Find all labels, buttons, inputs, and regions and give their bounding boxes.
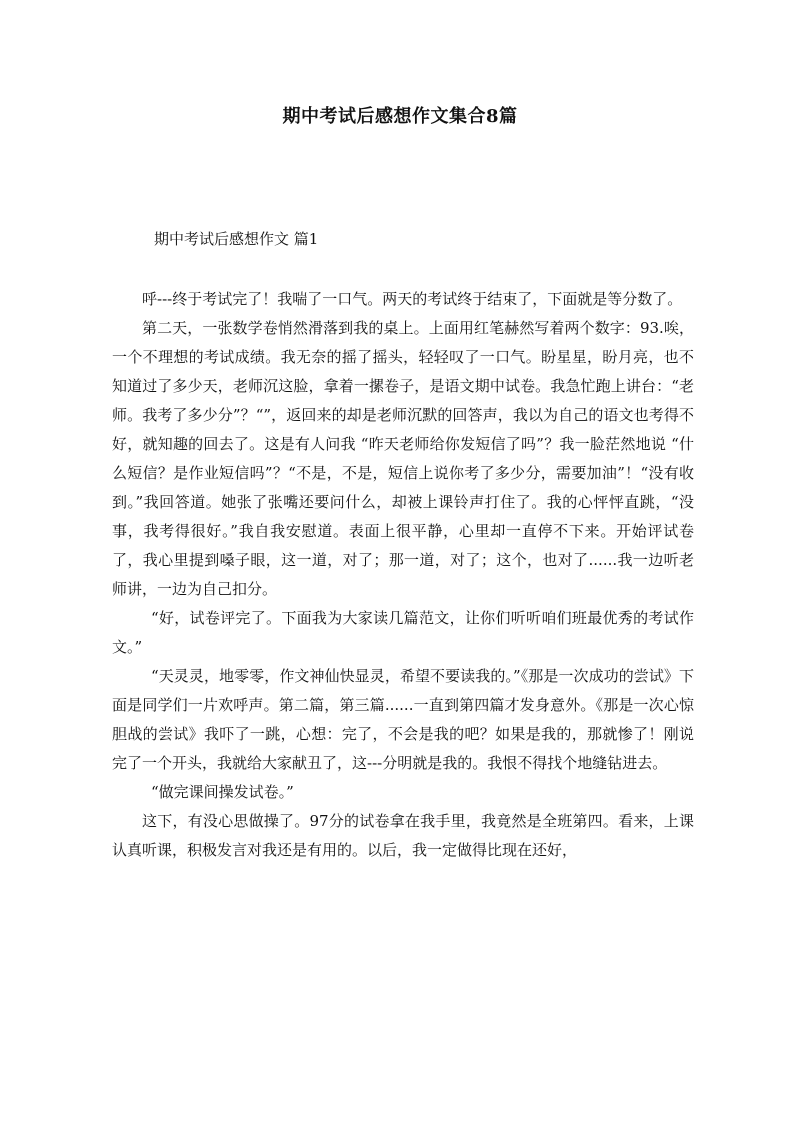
paragraph: “天灵灵，地零零，作文神仙快显灵，希望不要读我的。”《那是一次成功的尝试》下面是同学们一片欢呼声。第二篇，第三篇......一直到第四篇才发身意外。《那是一次心惊胆战的尝试》我吓了一跳，心想：完了，不会是我的吧？如果是我的，那就惨了！刚说完了一个开头，我就给大家献丑了，这---分明就是我的。我恨不得找个地缝钻进去。 — [112, 667, 694, 772]
paragraph: “做完课间操发试卷。” — [151, 783, 294, 801]
paragraph: “好，试卷评完了。下面我为大家读几篇范文，让你们听听咱们班最优秀的考试作文。” — [112, 609, 694, 656]
paragraph: 呼---终于考试完了！我喘了一口气。两天的考试终于结束了，下面就是等分数了。 — [142, 290, 683, 308]
article-body — [112, 285, 694, 865]
document-title: 期中考试后感想作文集合8篇 — [282, 106, 518, 127]
article-heading: 期中考试后感想作文 篇1 — [154, 230, 319, 248]
paragraph: 第二天，一张数学卷悄然滑落到我的桌上。上面用红笔赫然写着两个数字：93.唉，一个不理想的考试成绩。我无奈的摇了摇头，轻轻叹了一口气。盼星星，盼月亮，也不知道过了多少天，老师沉这脸，拿着一摞卷子，是语文期中试卷。我急忙跑上讲台：“老师。我考了多少分”？“”，返回来的却是老师沉默的回答声，我以为自己的语文也考得不好，就知趣的回去了。这是有人问我 “昨天老师给你发短信了吗”？我一脸茫然地说 “什么短信？是作业短信吗”？“不是，不是，短信上说你考了多少分，需要加油”！“没有收到。”我回答道。她张了张嘴还要问什么，却被上课铃声打住了。我的心怦怦直跳，“没事，我考得很好。”我自我安慰道。表面上很平静，心里却一直停不下来。开始评试卷了，我心里提到嗓子眼，这一道，对了；那一道，对了；这个，也对了......我一边听老师讲，一边为自己扣分。 — [112, 319, 694, 598]
paragraph: 这下，有没心思做操了。97分的试卷拿在我手里，我竟然是全班第四。看来，上课认真听课，积极发言对我还是有用的。以后，我一定做得比现在还好， — [112, 812, 694, 859]
